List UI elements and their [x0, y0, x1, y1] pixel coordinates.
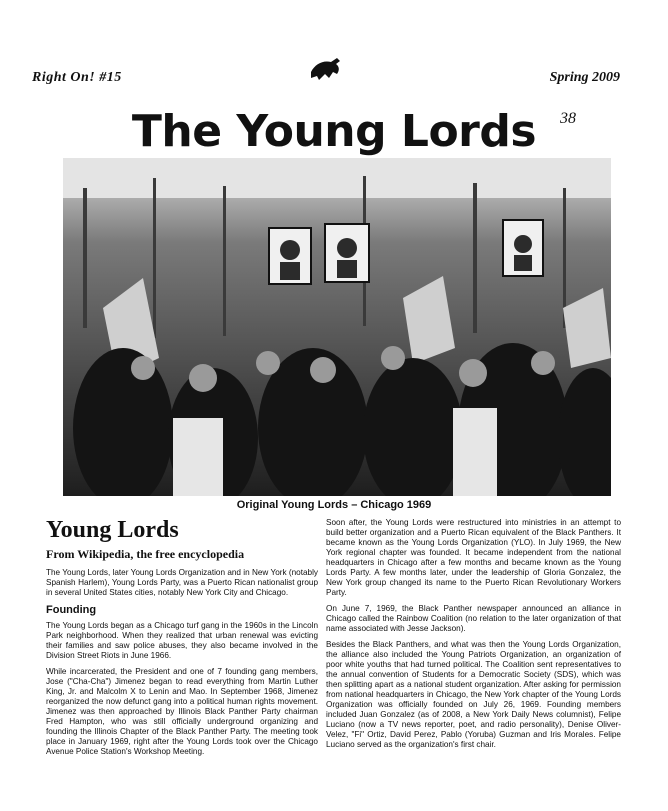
article-paragraph: The Young Lords began as a Chicago turf gang in the 1960s in the Lincoln Park neighborhood. When they realized that urban renewal was evicting their families and saw police abuses, they also became involved in the Division Street Riots in June 1966. — [46, 621, 318, 661]
crowd-photo — [63, 158, 611, 496]
article-left-column — [46, 518, 318, 763]
page-title: The Young Lords — [131, 106, 537, 157]
article-subheading: From Wikipedia, the free encyclopedia — [46, 547, 245, 562]
article-paragraph: On June 7, 1969, the Black Panther newspaper announced an alliance in Chicago called the Rainbow Coalition (no relation to the later organization of that name associated with Jesse Jackson). — [326, 604, 621, 633]
photo-caption: Original Young Lords – Chicago 1969 — [236, 499, 432, 511]
section-heading-founding: Founding — [46, 603, 97, 616]
article-paragraph: While incarcerated, the President and one of 7 founding gang members, Jose ("Cha-Cha") Jimenez began to read everything from Martin Luther King, Jr. and Malcolm X to Lenin and Mao. In September 1968, Jimenez reorganized the now defunct gang into a political human rights movement. Jimenez was then approached by Illinois Black Panther Party chairman Fred Hampton, who was still officially underground organizing and founding the Illinois Chapter of the Black Panther Party. The meeting took place in January 1969, right after the Young Lords took over the Chicago Avenue Police Station's Workshop Meeting. — [46, 667, 318, 757]
article-paragraph: Besides the Black Panthers, and what was then the Young Lords Organization, the alliance also included the Young Patriots Organization, an organization of poor white youths that had turned political. The Coalition sent representatives to the annual convention of Students for a Democratic Society (SDS), which was then splitting apart as a national student organization. After asking for permission from national headquarters in Chicago, the New York chapter of the Young Lords Organization was officially founded on July 26, 1969. Founding members included Juan Gonzalez (as of 2008, a New York Daily News columnist), Felipe Luciano (now a TV news reporter, poet, and radio personality), Denise Oliver-Velez, "Fi" Ortiz, David Perez, Pablo (Yoruba) Guzman and Iris Morales. Felipe Luciano served as the organization's first chair. — [326, 640, 621, 749]
article-paragraph: Soon after, the Young Lords were restructured into ministries in an attempt to build better organization and a Puerto Rican equivalent of the Black Panthers. It became known as the Young Lords Organization (YLO). In July 1969, the New York regional chapter was founded. It became independent from the national headquarters in Chicago after a few months and became known as the Young Lords Party. A few months later, under the leadership of Gloria Gonzalez, the New York group changed its name to the Puerto Rican Revolutionary Workers Party. — [326, 518, 621, 597]
page-number: 38 — [560, 110, 576, 127]
intro-paragraph: The Young Lords, later Young Lords Organization and in New York (notably Spanish Harlem), Young Lords Party, was a Puerto Rican nationalist group in several United States cities, notably New York City and Chicago. — [46, 567, 318, 597]
panther-icon — [307, 52, 347, 84]
article-right-column — [326, 518, 621, 756]
season-label: Spring 2009 — [549, 70, 620, 85]
issue-label: Right On! #15 — [32, 70, 122, 85]
article-heading: Young Lords — [46, 517, 179, 543]
